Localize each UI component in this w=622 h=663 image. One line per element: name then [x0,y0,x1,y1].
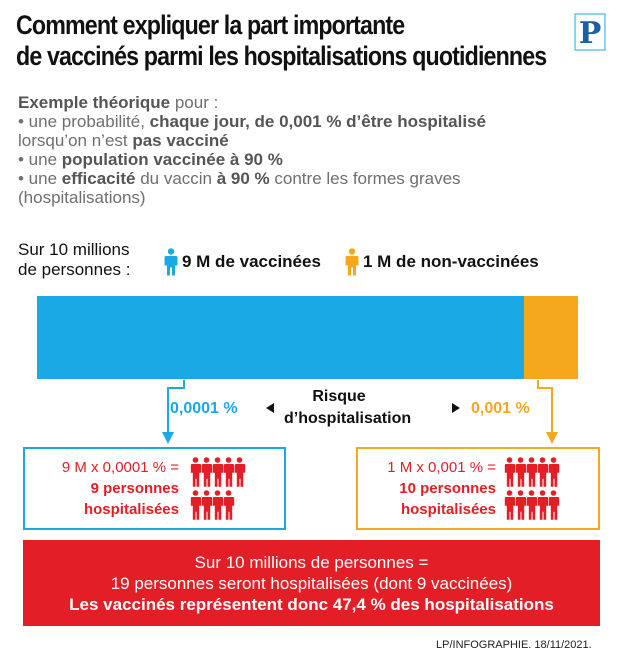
vaccinated-hospitalized-person-icon [224,490,234,520]
unvaccinated-hospitalized-person-icon [516,457,526,487]
calc-unvaccinated-result-1: 10 personnes [399,480,496,497]
unvaccinated-hospitalized-person-icon [516,490,526,520]
vaccinated-hospitalized-person-icon [191,457,201,487]
intro-l4-b: population vaccinée à 90 % [61,150,283,169]
intro-l2-b: chaque jour, de 0,001 % d’être hospitalisé [149,112,486,131]
vaccinated-hospitalized-person-icon [235,457,245,487]
title-line-1: Comment expliquer la part importante [16,10,405,40]
vaccinated-hospitalized-person-icon [213,490,223,520]
intro-l5-b: efficacité [61,169,136,188]
hospitalized-people-vaccinated [190,457,280,523]
unvaccinated-hospitalized-person-icon [527,490,537,520]
pointer-left-icon [266,403,274,413]
intro-l6: (hospitalisations) [18,188,146,207]
intro-l4-a: • une [18,150,62,169]
summary-line-2: 19 personnes seront hospitalisées (dont 9 vaccinées) [110,574,513,593]
unvaccinated-hospitalized-person-icon [538,490,548,520]
intro-l5-d: à 90 % [216,169,270,188]
pointer-right-icon [452,403,460,413]
vaccinated-hospitalized-person-icon [202,490,212,520]
unvaccinated-hospitalized-person-icon [549,457,559,487]
summary-banner [23,540,600,626]
legend-unvaccinated-text: 1 M de non-vaccinées [363,252,539,271]
calc-unvaccinated-result-2: hospitalisées [400,501,496,518]
population-label-line-1: Sur 10 millions [18,240,130,259]
unvaccinated-hospitalized-person-icon [549,490,559,520]
vaccinated-hospitalized-person-icon [191,490,201,520]
title-line-2: de vaccinés parmi les hospitalisations quotidiennes [16,41,547,71]
unvaccinated-hospitalized-person-icon [527,457,537,487]
unvaccinated-hospitalized-person-icon [505,490,515,520]
intro-l5-e: contre les formes graves [269,169,461,188]
calc-vaccinated-result-1: 9 personnes [90,480,179,497]
arrow-vaccinated-head [162,432,174,444]
summary-line-1: Sur 10 millions de personnes = [194,553,429,572]
summary-line-3: Les vaccinés représentent donc 47,4 % des hospitalisations [69,595,554,614]
calc-unvaccinated-formula: 1 M x 0,001 % = [387,459,496,476]
risk-vaccinated: 0,0001 % [170,400,238,417]
credit: LP/INFOGRAPHIE. 18/11/2021. [436,639,592,651]
calc-box-unvaccinated [356,447,600,530]
logo-letter: P [578,16,602,51]
unvaccinated-hospitalized-person-icon [538,457,548,487]
calc-vaccinated-formula: 9 M x 0,0001 % = [61,459,179,476]
risk-unvaccinated: 0,001 % [471,400,530,417]
population-label-line-2: de personnes : [18,260,131,279]
hospitalized-people-unvaccinated [504,457,594,523]
calc-box-vaccinated [23,447,286,530]
arrow-unvaccinated [538,380,552,436]
calc-vaccinated-result-2: hospitalisées [83,501,179,518]
vaccinated-hospitalized-person-icon [213,457,223,487]
intro-l3-a: lorsqu’on n’est [18,131,133,150]
vaccinated-hospitalized-person-icon [202,457,212,487]
intro-l3-b: pas vacciné [132,131,229,150]
intro-l1-bold: Exemple théorique [18,93,171,112]
intro-l5-a: • une [18,169,62,188]
intro-l5-c: du vaccin [135,169,217,188]
risk-label-line-1: Risque [312,388,366,405]
risk-label [284,386,412,430]
arrow-unvaccinated-head [546,432,558,444]
intro-l1-rest: pour : [170,93,219,112]
intro-l2-a: • une probabilité, [18,112,150,131]
unvaccinated-hospitalized-person-icon [505,457,515,487]
vaccinated-hospitalized-person-icon [224,457,234,487]
calc-unvaccinated-text [362,457,496,520]
legend-vaccinated-text: 9 M de vaccinées [182,252,321,271]
risk-label-line-2: d’hospitalisation [284,410,412,427]
calc-vaccinated-text [29,457,179,520]
